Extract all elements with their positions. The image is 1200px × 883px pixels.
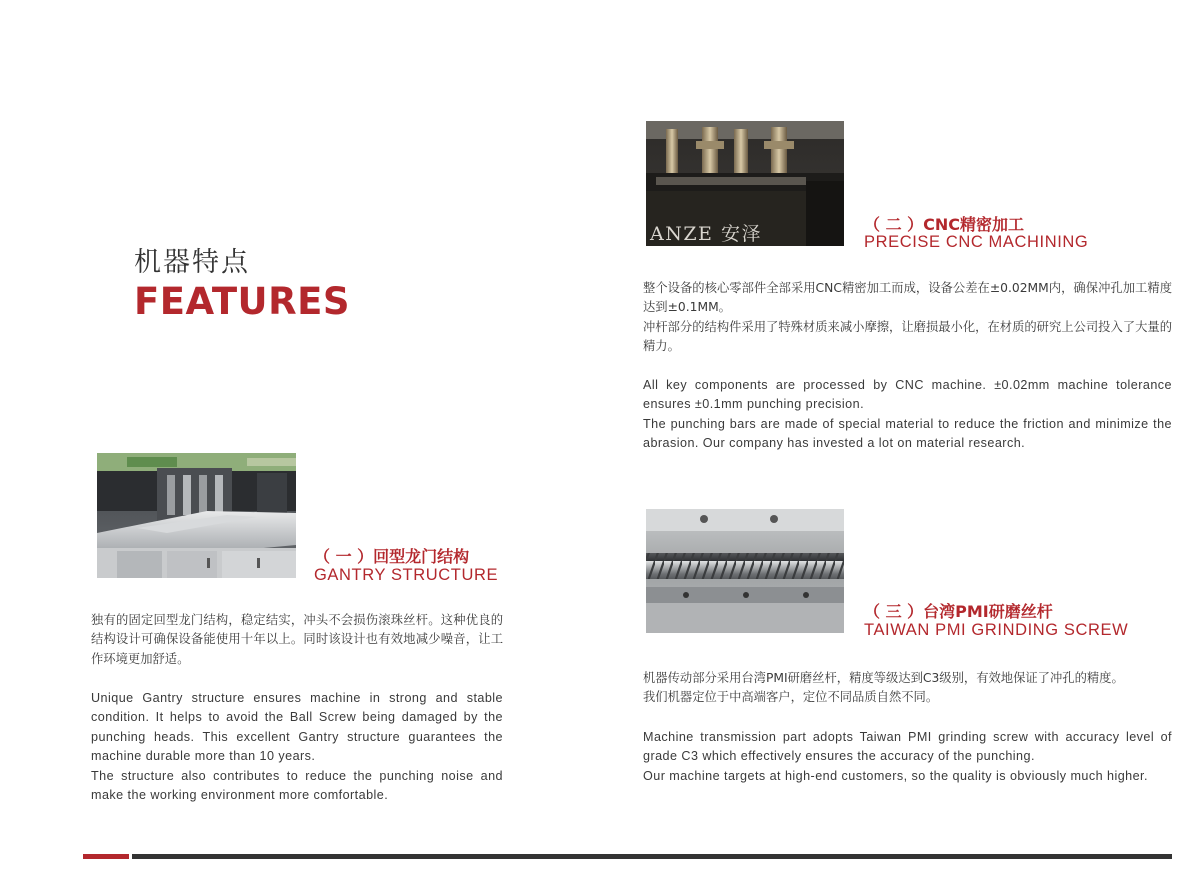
cnc-photo (646, 121, 844, 246)
section2-heading-cn: （ 二 ）CNC精密加工 (864, 215, 1025, 234)
section3-cn-paragraph-1: 机器传动部分采用台湾PMI研磨丝杆，精度等级达到C3级别，有效地保证了冲孔的精度。 (643, 671, 1124, 685)
section3-en-paragraph-2: Our machine targets at high-end customers, so the quality is obviously much higher. (643, 768, 1148, 783)
section1-cn-paragraph: 独有的固定回型龙门结构，稳定结实，冲头不会损伤滚珠丝杆。这种优良的结构设计可确保设备能使用十年以上。同时该设计也有效地减少噪音，让工作环境更加舒适。 (91, 613, 503, 666)
section1-body-en (91, 689, 503, 805)
section2-body-cn (643, 279, 1172, 357)
section2-en-paragraph-2: The punching bars are made of special material to reduce the friction and minimize the abrasion. Our company has invested a lot on material research. (643, 416, 1172, 451)
section3-body-en (643, 728, 1172, 786)
page-title-cn: 机器特点 (134, 247, 250, 278)
section3-heading-en: TAIWAN PMI GRINDING SCREW (864, 621, 1129, 639)
section3-en-paragraph-1: Machine transmission part adopts Taiwan PMI grinding screw with accuracy level of grade C3 which effectively ensures the accuracy of the punching. (643, 730, 1172, 764)
gantry-photo (97, 453, 296, 578)
section1-en-paragraph-1: Unique Gantry structure ensures machine in strong and stable condition. It helps to avoid the Ball Screw being damaged by the punching heads. This excellent Gantry structure guarantees the machine durable more than 10 years. (91, 691, 503, 764)
section2-heading-en: PRECISE CNC MACHINING (864, 233, 1089, 251)
section2-body-en (643, 376, 1172, 454)
section3-cn-paragraph-2: 我们机器定位于中高端客户，定位不同品质自然不同。 (643, 690, 939, 705)
section3-body-cn (643, 669, 1172, 708)
section2-cn-paragraph-2: 冲杆部分的结构件采用了特殊材质来减小摩擦，让磨损最小化，在材质的研究上公司投入了大量的精力。 (643, 319, 1172, 354)
footer-accent-bar (83, 854, 129, 859)
grinding-screw-photo (646, 509, 844, 633)
section1-heading-en: GANTRY STRUCTURE (314, 566, 499, 584)
section2-en-paragraph-1: All key components are processed by CNC machine. ±0.02mm machine tolerance ensures ±0.1mm punching precision. (643, 378, 1172, 412)
section2-cn-paragraph-1: 整个设备的核心零部件全部采用CNC精密加工而成，设备公差在±0.02MM内，确保冲孔加工精度达到±0.1MM。 (643, 281, 1172, 315)
section1-heading-cn: （ 一 ）回型龙门结构 (314, 547, 470, 566)
anze-logo-text: ANZE 安泽 (650, 223, 762, 245)
section1-en-paragraph-2: The structure also contributes to reduce the punching noise and make the working environment more comfortable. (91, 768, 503, 803)
section3-heading-cn: （ 三 ）台湾PMI研磨丝杆 (864, 602, 1053, 621)
section1-body (91, 611, 503, 688)
page-title-en: FEATURES (134, 280, 351, 323)
footer-rule (132, 854, 1172, 859)
